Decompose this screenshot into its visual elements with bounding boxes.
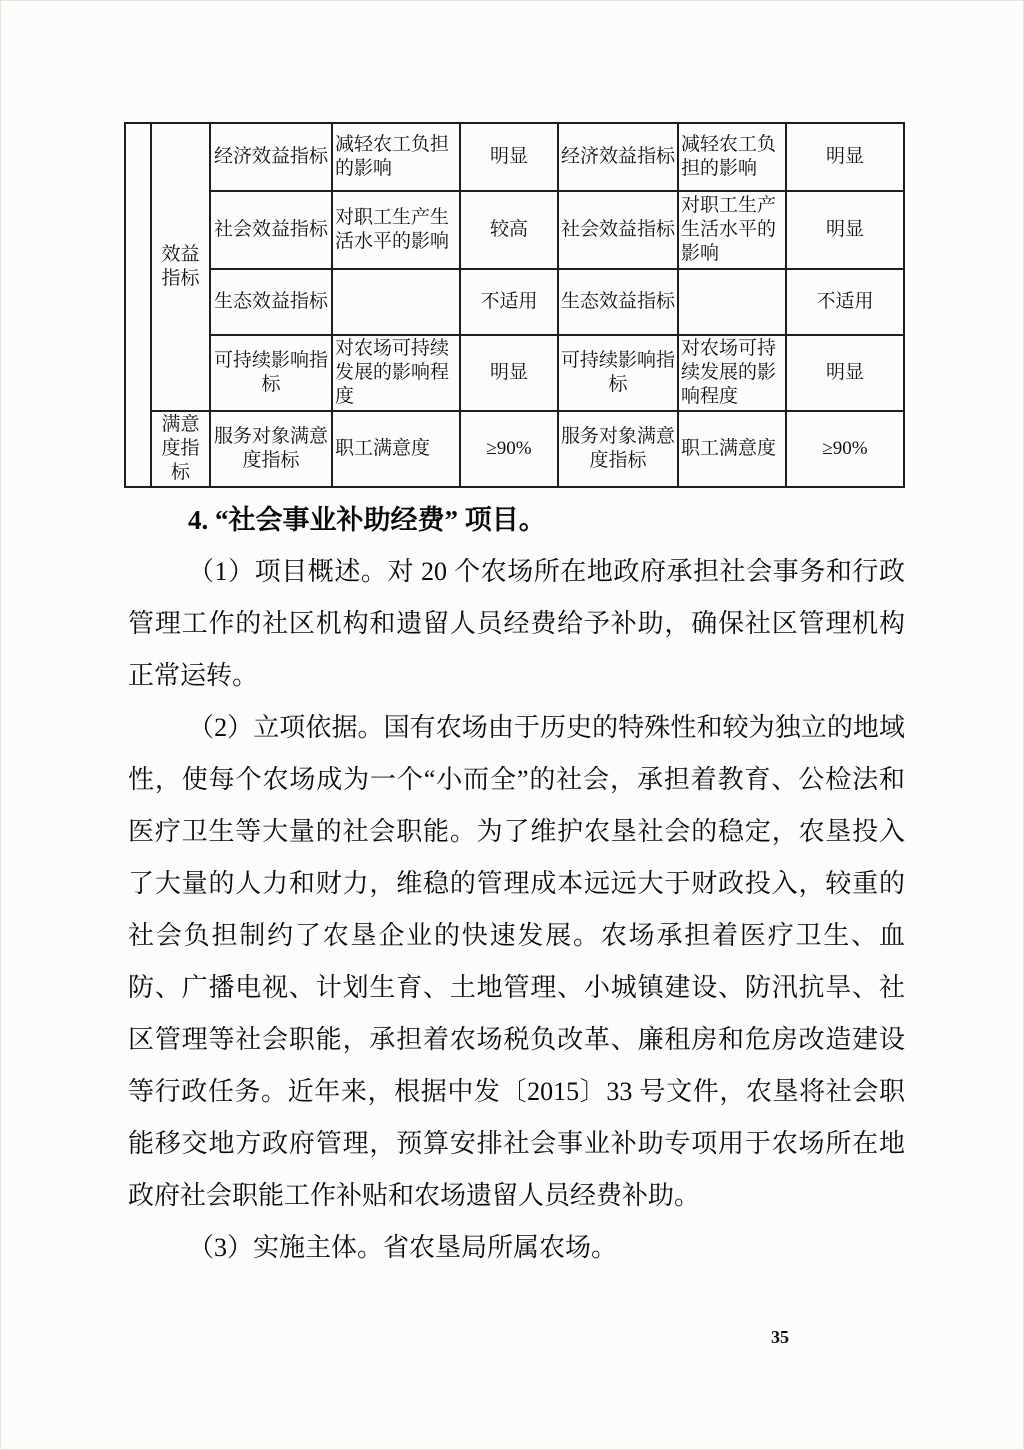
indicator-table (124, 122, 905, 488)
rating-cell: 明显 (786, 123, 904, 191)
section-heading: 4. “社会事业补助经费” 项目。 (188, 505, 546, 535)
metric-cell: 减轻农工负担的影响 (678, 123, 786, 191)
rating-cell: 不适用 (460, 269, 558, 335)
metric-cell: 对职工生产生活水平的影响 (332, 191, 460, 269)
rating-cell: 明显 (786, 191, 904, 269)
table-row (125, 123, 904, 191)
rating-cell: 明显 (460, 123, 558, 191)
rating-cell: ≥90% (786, 411, 904, 487)
indicator-cell: 可持续影响指标 (210, 335, 332, 411)
paragraph-project-overview: （1）项目概述。对 20 个农场所在地政府承担社会事务和行政管理工作的社区机构和遗留人员经费给予补助，确保社区管理机构正常运转。 (128, 557, 905, 690)
metric-cell: 减轻农工负担的影响 (332, 123, 460, 191)
metric-cell (678, 269, 786, 335)
rating-cell: 较高 (460, 191, 558, 269)
indicator-cell: 社会效益指标 (210, 191, 332, 269)
row-group-benefit-indicators: 效益指标 (151, 123, 210, 411)
metric-cell: 职工满意度 (678, 411, 786, 487)
indicator-cell: 经济效益指标 (210, 123, 332, 191)
indicator-cell: 生态效益指标 (558, 269, 678, 335)
metric-cell: 对职工生产生活水平的影响 (678, 191, 786, 269)
indicator-cell: 经济效益指标 (558, 123, 678, 191)
table-row (125, 269, 904, 335)
indicator-cell: 可持续影响指标 (558, 335, 678, 411)
row-group-satisfaction-indicators: 满意度指标 (151, 411, 210, 487)
table-row (125, 335, 904, 411)
metric-cell: 对农场可持续发展的影响程度 (332, 335, 460, 411)
indicator-cell: 服务对象满意度指标 (558, 411, 678, 487)
table-row (125, 191, 904, 269)
rating-cell: 明显 (786, 335, 904, 411)
metric-cell: 对农场可持续发展的影响程度 (678, 335, 786, 411)
rating-cell: 明显 (460, 335, 558, 411)
indicator-cell: 服务对象满意度指标 (210, 411, 332, 487)
metric-cell (332, 269, 460, 335)
document-body (128, 494, 905, 1274)
metric-cell: 职工满意度 (332, 411, 460, 487)
paragraph-implementing-body: （3）实施主体。省农垦局所属农场。 (188, 1233, 618, 1262)
rating-cell: 不适用 (786, 269, 904, 335)
page-number: 35 (771, 1327, 789, 1347)
rating-cell: ≥90% (460, 411, 558, 487)
indicator-cell: 生态效益指标 (210, 269, 332, 335)
table-margin-cell (125, 123, 151, 487)
indicator-cell: 社会效益指标 (558, 191, 678, 269)
table-row (125, 411, 904, 487)
paragraph-project-basis: （2）立项依据。国有农场由于历史的特殊性和较为独立的地域性，使每个农场成为一个“小而全”的社会，承担着教育、公检法和医疗卫生等大量的社会职能。为了维护农垦社会的稳定，农垦投入了大量的人力和财力，维稳的管理成本远远大于财政投入，较重的社会负担制约了农垦企业的快速发展。农场承担着医疗卫生、血防、广播电视、计划生育、土地管理、小城镇建设、防汛抗旱、社区管理等社会职能，承担着农场税负改革、廉租房和危房改造建设等行政任务。近年来，根据中发〔2015〕33 号文件，农垦将社会职能移交地方政府管理，预算安排社会事业补助专项用于农场所在地政府社会职能工作补贴和农场遗留人员经费补助。 (128, 713, 905, 1210)
